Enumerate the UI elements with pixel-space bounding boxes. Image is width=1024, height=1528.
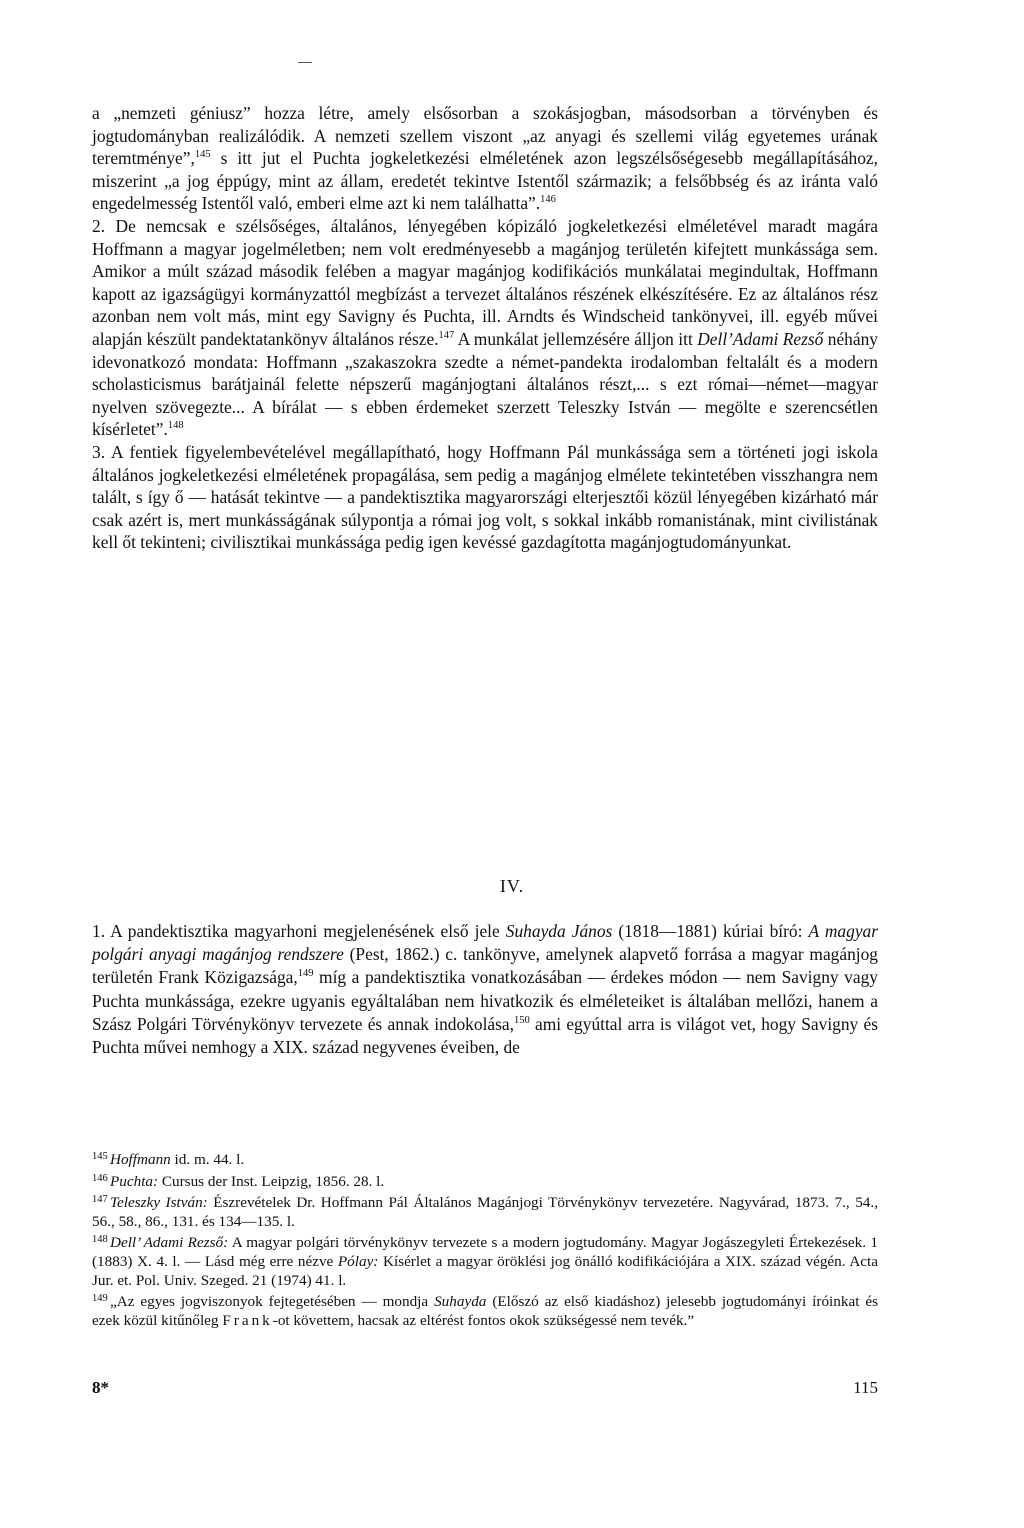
footnote-ref: 148: [167, 420, 184, 432]
italic-text: Pólay:: [337, 1252, 379, 1270]
footnote-number: 145: [92, 1151, 108, 1162]
footnote: [92, 1290, 878, 1330]
italic-text: Dell’ Adami Rezső:: [110, 1234, 229, 1252]
italic-text: Puchta:: [110, 1172, 159, 1190]
italic-text: Teleszky István:: [110, 1194, 208, 1212]
paragraph: [92, 215, 878, 441]
body-text: [92, 102, 878, 554]
text-run: a „nemzeti géniusz” hozza létre, amely elsősorban a szokásjogban, másodsorban a törvényben és jogtudományban realizálódik. A nemzeti szellem viszont „az anyagi és szellemi világ egyetemes urának teremtménye”,: [92, 103, 878, 169]
footnote: [92, 1170, 878, 1192]
footnote-number: 149: [92, 1293, 108, 1305]
text-run: (Előszó az első kiadáshoz) jelesebb jogtudományi íróinkat és ezek közül kitűnőleg: [92, 1293, 878, 1329]
text-run: s itt jut el Puchta jogkeletkezési elméletének azon legszélsőségesebb megállapításához, miszerint „a jog éppúgy, mint az állam, eredetét tekintve Istentől származik; a felsőbbség és az iránta való engedelmesség Istentől való, emberi elme azt ki nem találhatta”.: [92, 148, 878, 214]
text-run: néhány idevonatkozó mondata: Hoffmann „szakaszokra szedte a német-pandekta irodalomban feltalált és a modern scholasticismus barátjainál felette népszerű magánjogtani általános részt,... s ezt római—német—magyar nyelven szövegezte... A bírálat — s ebben érdemeket szerzett Teleszky István — megölte e szerencsétlen kísérletet”.: [92, 328, 878, 440]
footnote-ref: 145: [194, 149, 211, 161]
paragraph: [92, 920, 878, 1059]
italic-text: Dell’Adami Rezső: [697, 328, 824, 349]
italic-text: Suhayda János: [505, 921, 613, 941]
text-run: (1818—1881) kúriai bíró:: [612, 921, 809, 941]
printer-signature: 8*: [92, 1378, 109, 1397]
paragraph: [92, 441, 878, 554]
text-run: míg a pandektisztika vonatkozásában — érdekes módon — nem Savigny vagy Puchta munkássága, ezekre ugyanis egyáltalában nem hivatkozik és elméleteiket is általában mellőzi, hanem a Szász Polgári Törvénykönyv tervezete és annak indokolása,: [92, 967, 878, 1034]
footnote: [92, 1148, 878, 1170]
text-run: Észrevételek Dr. Hoffmann Pál Általános Magánjogi Törvénykönyv tervezetére. Nagyvárad, 1873. 7., 54., 56., 58., 86., 131. és 134—135. l.: [92, 1194, 878, 1230]
page-number: 115: [853, 1378, 878, 1397]
text-run: 2. De nemcsak e szélsőséges, általános, lényegében kópizáló jogkeletkezési elméletével maradt magára Hoffmann a magyar jogelméletben; nem volt eredményesebb a magánjog területén kifejtett munkássága sem. Amikor a múlt század második felében a magyar magánjog kodifikációs munkálatai megindultak, Hoffmann kapott az igazságügyi kormányzattól megbízást a tervezet általános részének elkészítésére. Ez az általános rész azonban nem volt más, mint egy Savigny és Puchta, ill. Arndts és Windscheid tankönyvei, ill. egyéb művei alapján készült pandektatankönyv általános része.: [92, 215, 878, 349]
footnote-ref: 150: [513, 1014, 530, 1026]
paragraph: [92, 102, 878, 215]
text-run: -ot követtem, hacsak az eltérést fontos okok szükségessé nem tevék.”: [272, 1311, 695, 1329]
footnote: [92, 1191, 878, 1231]
text-run: ami egyúttal arra is világot vet, hogy Savigny és Puchta művei nemhogy a XIX. század negyvenes éveiben, de: [92, 1013, 878, 1058]
text-run: „Az egyes jogviszonyok fejtegetésében — mondja: [110, 1293, 435, 1311]
text-run: (Pest, 1862.) c. tankönyve, amelynek alapvető forrása a magyar magánjog területén Frank Közigazsága,: [92, 944, 878, 988]
section-text: [92, 920, 878, 1059]
text-run: A magyar polgári törvénykönyv tervezete s a modern jogtudomány. Magyar Jogászegyleti Értekezések. 1 (1883) X. 4. l. — Lásd még erre nézve: [92, 1234, 879, 1270]
footnote-number: 148: [92, 1234, 108, 1246]
footnotes: [92, 1148, 878, 1330]
text-run: 1. A pandektisztika magyarhoni megjelenésének első jele: [92, 921, 506, 941]
scan-mark: [298, 62, 312, 63]
italic-text: A magyar polgári anyagi magánjog rendszere: [92, 921, 878, 965]
italic-text: Hoffmann: [110, 1151, 171, 1168]
footnote-ref: 149: [297, 968, 314, 980]
footnote: [92, 1231, 878, 1290]
italic-text: Suhayda: [434, 1293, 487, 1311]
text-run: Kísérlet a magyar öröklési jog önálló kodifikációjára a XIX. század végén. Acta Jur. et. Pol. Univ. Szeged. 21 (1974) 41. l.: [92, 1252, 878, 1289]
text-run: Cursus der Inst. Leipzig, 1856. 28. l.: [158, 1172, 385, 1190]
section-heading: IV.: [499, 876, 525, 896]
footnote-number: 147: [92, 1194, 108, 1206]
spaced-text: Frank: [222, 1311, 273, 1329]
footnote-ref: 146: [540, 194, 556, 206]
text-run: id. m. 44. l.: [170, 1151, 245, 1168]
footnote-ref: 147: [438, 329, 455, 341]
text-run: 3. A fentiek figyelembevételével megállapítható, hogy Hoffmann Pál munkássága sem a történeti jogi iskola általános jogkeletkezési elméletének propagálása, sem pedig a magánjog elmélete tekintetében visszhangra nem talált, s így ő — hatását tekintve — a pandektisztika magyarországi elterjesztői közül lényegében kizárható már csak azért is, mert munkásságának súlypontja a római jog volt, s sokkal inkább romanistának, mint civilistának kell őt tekinteni; civilisztikai munkássága pedig igen kevéssé gazdagította magánjogtudományunkat.: [92, 441, 878, 553]
footnote-number: 146: [92, 1172, 108, 1184]
text-run: A munkálat jellemzésére álljon itt: [454, 328, 698, 349]
